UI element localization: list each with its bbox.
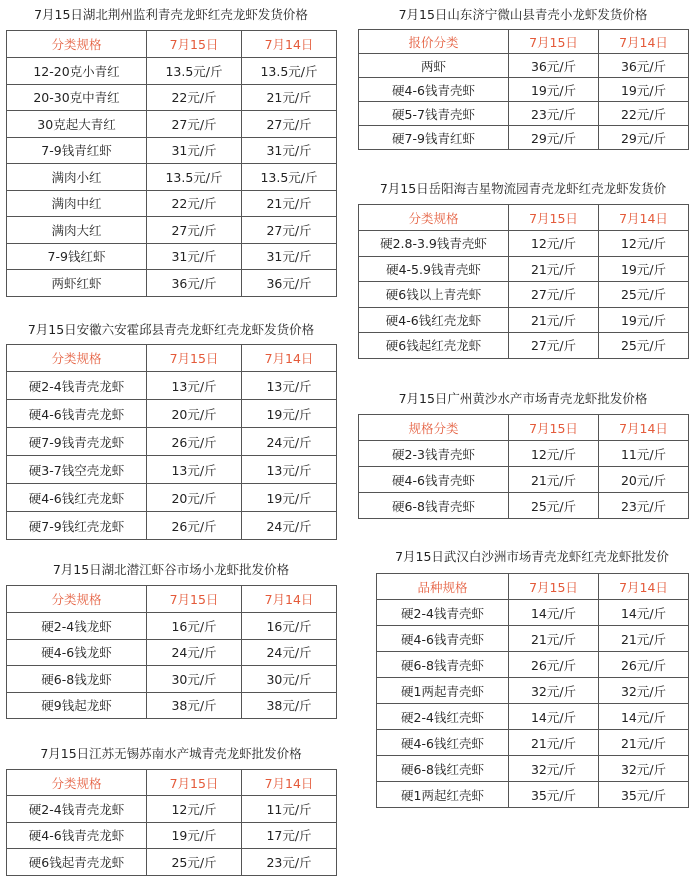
price-cell: 35元/斤 [509, 782, 599, 808]
price-cell: 27元/斤 [242, 217, 337, 244]
price-cell: 29元/斤 [509, 126, 599, 150]
table-row [7, 666, 337, 693]
table-row [7, 512, 337, 540]
spec-cell: 硬4-6钱红壳龙虾 [359, 307, 509, 333]
header-row [377, 574, 689, 600]
price-cell: 24元/斤 [242, 428, 337, 456]
table-row [377, 600, 689, 626]
header-cell: 报价分类 [359, 30, 509, 54]
header-cell: 分类规格 [359, 205, 509, 231]
header-cell: 7月14日 [599, 205, 689, 231]
spec-cell: 硬1两起青壳虾 [377, 678, 509, 704]
spec-cell: 两虾红虾 [7, 270, 147, 297]
price-cell: 26元/斤 [147, 512, 242, 540]
spec-cell: 硬6钱起青壳龙虾 [7, 849, 147, 876]
header-cell: 7月15日 [509, 574, 599, 600]
table-row [7, 822, 337, 849]
price-cell: 29元/斤 [599, 126, 689, 150]
spec-cell: 硬6-8钱龙虾 [7, 666, 147, 693]
table-title: 7月15日广州黄沙水产市场青壳龙虾批发价格 [398, 391, 648, 406]
price-cell: 13.5元/斤 [242, 58, 337, 85]
spec-cell: 硬4-6钱青壳虾 [377, 626, 509, 652]
spec-cell: 硬7-9钱青壳龙虾 [7, 428, 147, 456]
price-cell: 36元/斤 [599, 54, 689, 78]
price-cell: 25元/斤 [147, 849, 242, 876]
table-row [359, 282, 689, 308]
price-cell: 23元/斤 [599, 493, 689, 519]
price-cell: 22元/斤 [147, 190, 242, 217]
table-title: 7月15日安徽六安霍邱县青壳龙虾红壳龙虾发货价格 [27, 322, 315, 337]
header-cell: 分类规格 [7, 586, 147, 613]
price-cell: 21元/斤 [509, 626, 599, 652]
price-cell: 13.5元/斤 [147, 58, 242, 85]
spec-cell: 硬4-5.9钱青壳虾 [359, 256, 509, 282]
price-cell: 21元/斤 [509, 467, 599, 493]
price-cell: 21元/斤 [509, 730, 599, 756]
price-cell: 22元/斤 [599, 102, 689, 126]
price-table [6, 30, 337, 297]
spec-cell: 硬9钱起龙虾 [7, 692, 147, 719]
header-row [359, 30, 689, 54]
header-row [359, 415, 689, 441]
spec-cell: 硬4-6钱青壳虾 [359, 78, 509, 102]
price-cell: 19元/斤 [599, 78, 689, 102]
table-row [7, 639, 337, 666]
spec-cell: 满肉大红 [7, 217, 147, 244]
spec-cell: 12-20克小青红 [7, 58, 147, 85]
price-cell: 21元/斤 [242, 84, 337, 111]
price-table [376, 573, 689, 808]
table-row [7, 400, 337, 428]
header-row [7, 770, 337, 796]
price-table [358, 414, 689, 519]
table-row [7, 190, 337, 217]
spec-cell: 硬2-4钱青壳虾 [377, 600, 509, 626]
table-title: 7月15日湖北荆州监利青壳龙虾红壳龙虾发货价格 [34, 7, 308, 22]
table-title: 7月15日山东济宁微山县青壳小龙虾发货价格 [398, 7, 648, 22]
table-row [7, 428, 337, 456]
price-cell: 32元/斤 [509, 756, 599, 782]
spec-cell: 硬2-4钱青壳龙虾 [7, 796, 147, 823]
header-cell: 7月14日 [242, 31, 337, 58]
price-cell: 13.5元/斤 [147, 164, 242, 191]
price-cell: 17元/斤 [242, 822, 337, 849]
table-row [7, 456, 337, 484]
table-row [7, 137, 337, 164]
price-cell: 36元/斤 [147, 270, 242, 297]
price-cell: 36元/斤 [509, 54, 599, 78]
header-cell: 7月15日 [509, 30, 599, 54]
header-cell: 分类规格 [7, 770, 147, 796]
price-cell: 21元/斤 [599, 730, 689, 756]
price-cell: 21元/斤 [242, 190, 337, 217]
header-cell: 7月15日 [147, 31, 242, 58]
table-row [359, 54, 689, 78]
table-row [359, 307, 689, 333]
spec-cell: 硬2-4钱龙虾 [7, 613, 147, 640]
price-cell: 14元/斤 [599, 600, 689, 626]
table-row [7, 613, 337, 640]
price-cell: 32元/斤 [599, 756, 689, 782]
table-row [7, 270, 337, 297]
price-cell: 23元/斤 [242, 849, 337, 876]
table-row [359, 102, 689, 126]
price-cell: 23元/斤 [509, 102, 599, 126]
table-row [7, 372, 337, 400]
header-cell: 品种规格 [377, 574, 509, 600]
table-row [7, 84, 337, 111]
price-cell: 12元/斤 [147, 796, 242, 823]
header-cell: 7月14日 [599, 574, 689, 600]
price-cell: 13.5元/斤 [242, 164, 337, 191]
price-cell: 30元/斤 [242, 666, 337, 693]
spec-cell: 30克起大青红 [7, 111, 147, 138]
spec-cell: 20-30克中青红 [7, 84, 147, 111]
header-cell: 7月14日 [242, 770, 337, 796]
table-row [377, 626, 689, 652]
header-row [7, 345, 337, 372]
table-row [377, 678, 689, 704]
price-table [6, 769, 337, 876]
spec-cell: 硬6-8钱青壳虾 [377, 652, 509, 678]
price-table [358, 29, 689, 150]
price-cell: 36元/斤 [242, 270, 337, 297]
table-row [7, 796, 337, 823]
price-cell: 22元/斤 [147, 84, 242, 111]
table-row [7, 849, 337, 876]
table-row [359, 78, 689, 102]
header-cell: 7月15日 [147, 770, 242, 796]
spec-cell: 硬6-8钱青壳虾 [359, 493, 509, 519]
spec-cell: 两虾 [359, 54, 509, 78]
table-row [359, 126, 689, 150]
spec-cell: 7-9钱青红虾 [7, 137, 147, 164]
price-cell: 25元/斤 [599, 333, 689, 359]
price-cell: 35元/斤 [599, 782, 689, 808]
table-title: 7月15日湖北潜江虾谷市场小龙虾批发价格 [52, 562, 290, 577]
spec-cell: 硬6钱以上青壳虾 [359, 282, 509, 308]
table-title: 7月15日岳阳海吉星物流园青壳龙虾红壳龙虾发货价 [379, 181, 667, 196]
price-cell: 20元/斤 [147, 484, 242, 512]
table-row [377, 652, 689, 678]
price-cell: 13元/斤 [242, 456, 337, 484]
price-cell: 31元/斤 [147, 137, 242, 164]
price-cell: 27元/斤 [147, 217, 242, 244]
price-cell: 26元/斤 [147, 428, 242, 456]
header-cell: 7月15日 [147, 345, 242, 372]
table-row [7, 58, 337, 85]
price-cell: 19元/斤 [147, 822, 242, 849]
table-row [359, 467, 689, 493]
price-cell: 32元/斤 [509, 678, 599, 704]
price-cell: 11元/斤 [599, 441, 689, 467]
header-cell: 7月15日 [509, 415, 599, 441]
spec-cell: 满肉中红 [7, 190, 147, 217]
price-cell: 30元/斤 [147, 666, 242, 693]
price-table [6, 585, 337, 719]
price-cell: 20元/斤 [599, 467, 689, 493]
spec-cell: 硬5-7钱青壳虾 [359, 102, 509, 126]
price-cell: 11元/斤 [242, 796, 337, 823]
header-row [359, 205, 689, 231]
price-cell: 12元/斤 [599, 231, 689, 257]
spec-cell: 硬2-4钱红壳虾 [377, 704, 509, 730]
price-cell: 31元/斤 [242, 243, 337, 270]
price-cell: 20元/斤 [147, 400, 242, 428]
header-cell: 7月14日 [599, 415, 689, 441]
table-row [359, 333, 689, 359]
table-row [377, 704, 689, 730]
price-cell: 27元/斤 [509, 282, 599, 308]
price-cell: 31元/斤 [147, 243, 242, 270]
table-row [7, 692, 337, 719]
price-cell: 14元/斤 [599, 704, 689, 730]
table-row [7, 111, 337, 138]
table-row [7, 164, 337, 191]
spec-cell: 硬4-6钱青壳龙虾 [7, 822, 147, 849]
price-cell: 13元/斤 [147, 372, 242, 400]
price-cell: 19元/斤 [242, 484, 337, 512]
price-cell: 19元/斤 [599, 307, 689, 333]
price-cell: 13元/斤 [147, 456, 242, 484]
price-cell: 24元/斤 [147, 639, 242, 666]
price-cell: 19元/斤 [599, 256, 689, 282]
table-row [7, 217, 337, 244]
header-cell: 规格分类 [359, 415, 509, 441]
spec-cell: 硬4-6钱龙虾 [7, 639, 147, 666]
table-row [359, 441, 689, 467]
header-cell: 分类规格 [7, 345, 147, 372]
header-cell: 分类规格 [7, 31, 147, 58]
price-table [358, 204, 689, 359]
spec-cell: 满肉小红 [7, 164, 147, 191]
price-cell: 27元/斤 [147, 111, 242, 138]
price-cell: 38元/斤 [242, 692, 337, 719]
header-row [7, 31, 337, 58]
price-cell: 25元/斤 [509, 493, 599, 519]
price-cell: 16元/斤 [242, 613, 337, 640]
spec-cell: 硬7-9钱青红虾 [359, 126, 509, 150]
price-cell: 24元/斤 [242, 512, 337, 540]
spec-cell: 硬7-9钱红壳龙虾 [7, 512, 147, 540]
header-cell: 7月15日 [509, 205, 599, 231]
header-cell: 7月14日 [599, 30, 689, 54]
spec-cell: 硬3-7钱空壳龙虾 [7, 456, 147, 484]
price-cell: 26元/斤 [599, 652, 689, 678]
table-row [7, 484, 337, 512]
price-cell: 31元/斤 [242, 137, 337, 164]
price-cell: 14元/斤 [509, 600, 599, 626]
table-row [377, 782, 689, 808]
price-cell: 21元/斤 [599, 626, 689, 652]
spec-cell: 硬6-8钱红壳虾 [377, 756, 509, 782]
spec-cell: 硬4-6钱红壳龙虾 [7, 484, 147, 512]
table-row [377, 756, 689, 782]
price-cell: 27元/斤 [509, 333, 599, 359]
spec-cell: 硬1两起红壳虾 [377, 782, 509, 808]
price-cell: 13元/斤 [242, 372, 337, 400]
table-row [359, 493, 689, 519]
price-cell: 14元/斤 [509, 704, 599, 730]
price-cell: 24元/斤 [242, 639, 337, 666]
table-title: 7月15日江苏无锡苏南水产城青壳龙虾批发价格 [40, 746, 302, 761]
price-cell: 21元/斤 [509, 256, 599, 282]
header-cell: 7月15日 [147, 586, 242, 613]
price-cell: 16元/斤 [147, 613, 242, 640]
spec-cell: 硬4-6钱青壳龙虾 [7, 400, 147, 428]
price-cell: 32元/斤 [599, 678, 689, 704]
spec-cell: 硬2.8-3.9钱青壳虾 [359, 231, 509, 257]
header-cell: 7月14日 [242, 345, 337, 372]
header-row [7, 586, 337, 613]
price-cell: 25元/斤 [599, 282, 689, 308]
spec-cell: 硬2-3钱青壳虾 [359, 441, 509, 467]
price-cell: 21元/斤 [509, 307, 599, 333]
price-cell: 38元/斤 [147, 692, 242, 719]
price-cell: 12元/斤 [509, 231, 599, 257]
price-cell: 27元/斤 [242, 111, 337, 138]
price-cell: 19元/斤 [242, 400, 337, 428]
spec-cell: 硬2-4钱青壳龙虾 [7, 372, 147, 400]
price-cell: 19元/斤 [509, 78, 599, 102]
price-table [6, 344, 337, 540]
header-cell: 7月14日 [242, 586, 337, 613]
spec-cell: 7-9钱红虾 [7, 243, 147, 270]
spec-cell: 硬4-6钱青壳虾 [359, 467, 509, 493]
table-row [359, 256, 689, 282]
table-row [377, 730, 689, 756]
price-cell: 12元/斤 [509, 441, 599, 467]
price-cell: 26元/斤 [509, 652, 599, 678]
table-row [7, 243, 337, 270]
spec-cell: 硬4-6钱红壳虾 [377, 730, 509, 756]
spec-cell: 硬6钱起红壳龙虾 [359, 333, 509, 359]
table-row [359, 231, 689, 257]
table-title: 7月15日武汉白沙洲市场青壳龙虾红壳龙虾批发价 [395, 549, 669, 564]
